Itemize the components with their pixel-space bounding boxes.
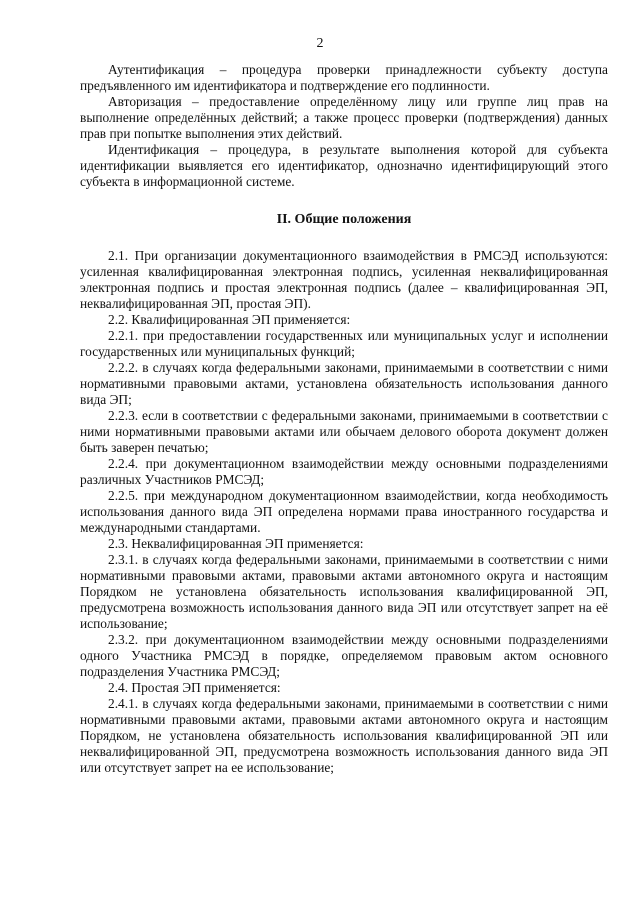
- definition-authorization: Авторизация – предоставление определённому лицу или группе лиц прав на выполнение определённых действий; а также процесс проверки (подтверждения) данных прав при попытке выполнения этих действий.: [80, 94, 608, 141]
- clause-2-3: 2.3. Неквалифицированная ЭП применяется:: [108, 536, 364, 551]
- page-number: 2: [316, 36, 324, 51]
- document-body: [80, 62, 608, 776]
- clause-2-3-2: 2.3.2. при документационном взаимодействии между основными подразделениями одного Участника РМСЭД в порядке, определяемом правовым актом основного подразделения Участника РМСЭД;: [80, 632, 608, 679]
- definition-identification: Идентификация – процедура, в результате выполнения которой для субъекта идентификации выявляется его идентификатор, однозначно идентифицирующий этого субъекта в информационной системе.: [80, 142, 608, 189]
- clause-2-2-4: 2.2.4. при документационном взаимодействии между основными подразделениями различных Участников РМСЭД;: [80, 456, 608, 487]
- clause-2-2-3: 2.2.3. если в соответствии с федеральными законами, принимаемыми в соответствии с ними нормативными правовыми актами или обычаем делового оборота документ должен быть заверен печатью;: [80, 408, 608, 455]
- definition-authentication: Аутентификация – процедура проверки принадлежности субъекту доступа предъявленного им идентификатора и подтверждение его подлинности.: [80, 62, 608, 93]
- clause-2-2-1: 2.2.1. при предоставлении государственных или муниципальных услуг и исполнении государственных или муниципальных функций;: [80, 328, 608, 359]
- clause-2-4: 2.4. Простая ЭП применяется:: [108, 680, 281, 695]
- clause-2-1: 2.1. При организации документационного взаимодействия в РМСЭД используются: усиленная квалифицированная электронная подпись, усиленная неквалифицированная электронная подпись и простая электронная подпись (далее – квалифицированная ЭП, неквалифицированная ЭП, простая ЭП).: [80, 248, 608, 311]
- section-heading: II. Общие положения: [276, 212, 412, 227]
- clause-2-2-5: 2.2.5. при международном документационном взаимодействии, когда необходимость использования данного вида ЭП определена нормами права иностранного государства и международными стандартами.: [80, 488, 608, 535]
- clause-2-3-1: 2.3.1. в случаях когда федеральными законами, принимаемыми в соответствии с ними нормативными правовыми актами, правовыми актами автономного округа и настоящим Порядком не установлена обязательность использования квалифицированной ЭП, предусмотрена возможность использования данного вида ЭП или отсутствует запрет на её использование;: [80, 552, 608, 631]
- clause-2-2-2: 2.2.2. в случаях когда федеральными законами, принимаемыми в соответствии с ними нормативными правовыми актами, установлена обязательность использования данного вида ЭП;: [80, 360, 608, 407]
- clause-2-4-1: 2.4.1. в случаях когда федеральными законами, принимаемыми в соответствии с ними нормативными правовыми актами, правовыми актами автономного округа и настоящим Порядком, не установлена обязательность использования квалифицированной ЭП или неквалифицированной ЭП, предусмотрена возможность использования данного вида ЭП или отсутствует запрет на ее использование;: [80, 696, 608, 775]
- clause-2-2: 2.2. Квалифицированная ЭП применяется:: [108, 312, 351, 327]
